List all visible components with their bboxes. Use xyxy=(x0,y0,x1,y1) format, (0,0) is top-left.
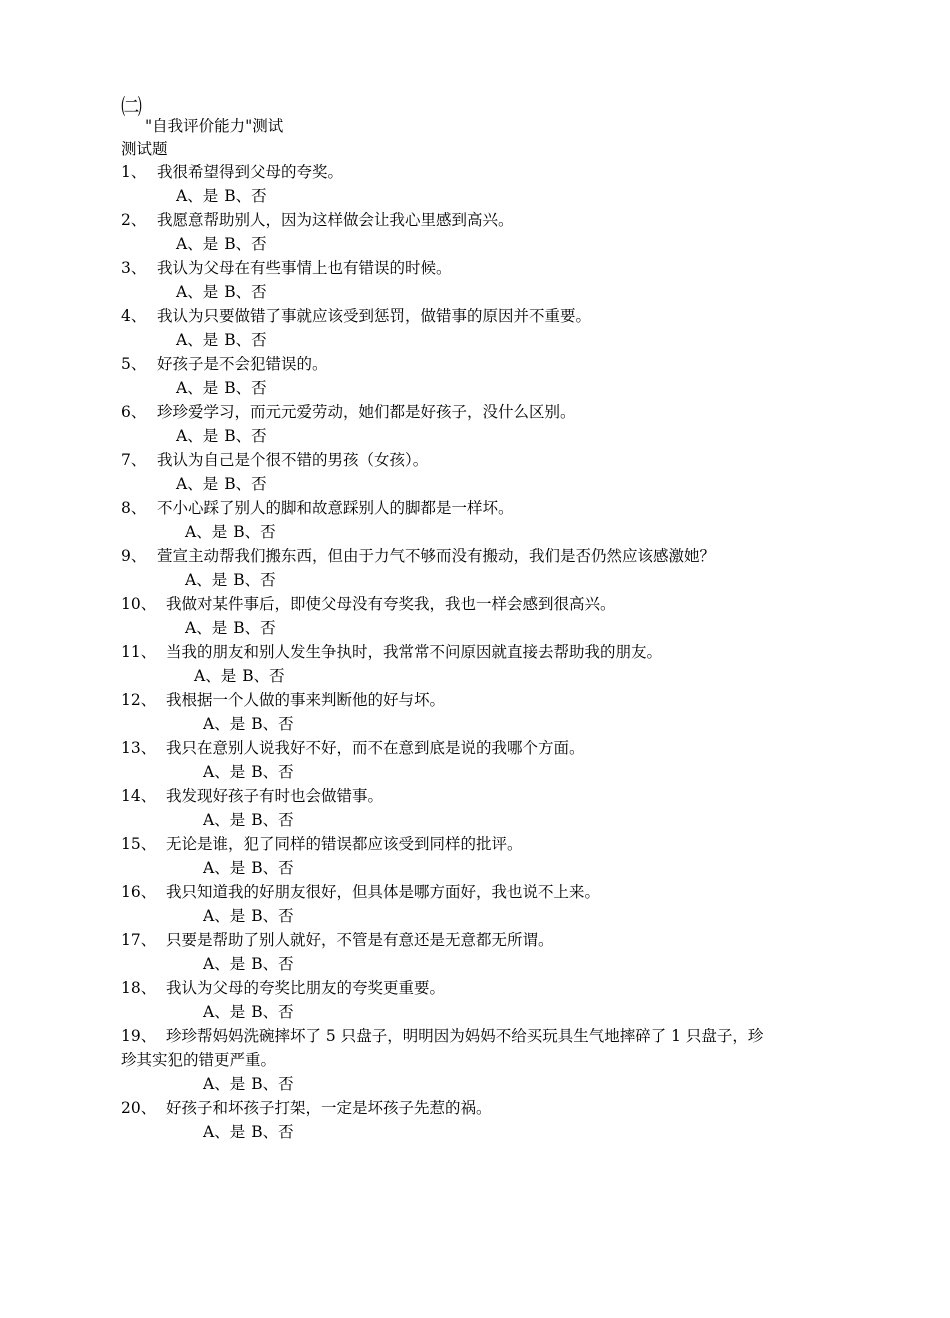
question-text: 我愿意帮助别人，因为这样做会让我心里感到高兴。 xyxy=(157,211,514,229)
section-title: "自我评价能力"测试 xyxy=(145,117,284,135)
option-a: A、是 xyxy=(176,427,219,445)
question-item xyxy=(121,832,861,880)
option-b: B、否 xyxy=(233,571,276,589)
question-number: 7、 xyxy=(121,451,147,469)
option-a: A、是 xyxy=(203,1075,246,1093)
question-number: 14、 xyxy=(121,787,157,805)
question-item xyxy=(121,880,861,928)
option-a: A、是 xyxy=(203,955,246,973)
option-a: A、是 xyxy=(176,235,219,253)
question-item xyxy=(121,976,861,1024)
question-text: 珍珍帮妈妈洗碗摔坏了 5 只盘子，明明因为妈妈不给买玩具生气地摔碎了 1 只盘子，珍 xyxy=(166,1027,764,1045)
question-number: 3、 xyxy=(121,259,147,277)
answer-options xyxy=(121,712,861,736)
question-text: 我只在意别人说我好不好，而不在意到底是说的我哪个方面。 xyxy=(166,739,585,757)
option-b: B、否 xyxy=(233,523,276,541)
option-b: B、否 xyxy=(251,859,294,877)
answer-options xyxy=(121,856,861,880)
question-number: 9、 xyxy=(121,547,147,565)
question-text: 我认为父母的夸奖比朋友的夸奖更重要。 xyxy=(166,979,446,997)
option-a: A、是 xyxy=(203,907,246,925)
question-text: 好孩子和坏孩子打架，一定是坏孩子先惹的祸。 xyxy=(166,1099,492,1117)
question-list xyxy=(121,160,861,1144)
option-b: B、否 xyxy=(224,235,267,253)
question-item xyxy=(121,736,861,784)
answer-options xyxy=(121,664,861,688)
question-number: 8、 xyxy=(121,499,147,517)
question-number: 16、 xyxy=(121,883,157,901)
option-b: B、否 xyxy=(224,379,267,397)
question-item xyxy=(121,448,861,496)
question-item xyxy=(121,160,861,208)
question-item xyxy=(121,688,861,736)
question-number: 2、 xyxy=(121,211,147,229)
option-a: A、是 xyxy=(203,1003,246,1021)
question-text: 无论是谁，犯了同样的错误都应该受到同样的批评。 xyxy=(166,835,523,853)
option-b: B、否 xyxy=(224,187,267,205)
option-b: B、否 xyxy=(224,475,267,493)
option-a: A、是 xyxy=(203,763,246,781)
option-a: A、是 xyxy=(176,283,219,301)
option-b: B、否 xyxy=(242,667,285,685)
question-text: 我认为父母在有些事情上也有错误的时候。 xyxy=(157,259,452,277)
question-number: 5、 xyxy=(121,355,147,373)
question-item xyxy=(121,544,861,592)
answer-options xyxy=(121,1120,861,1144)
option-b: B、否 xyxy=(251,955,294,973)
option-b: B、否 xyxy=(224,331,267,349)
question-text: 只要是帮助了别人就好，不管是有意还是无意都无所谓。 xyxy=(166,931,554,949)
answer-options xyxy=(121,184,861,208)
answer-options xyxy=(121,616,861,640)
option-b: B、否 xyxy=(224,283,267,301)
question-item xyxy=(121,208,861,256)
question-number: 11、 xyxy=(121,643,157,661)
question-item xyxy=(121,592,861,640)
answer-options xyxy=(121,568,861,592)
option-b: B、否 xyxy=(251,1003,294,1021)
option-a: A、是 xyxy=(194,667,237,685)
question-item xyxy=(121,352,861,400)
answer-options xyxy=(121,232,861,256)
option-a: A、是 xyxy=(176,187,219,205)
question-text: 我根据一个人做的事来判断他的好与坏。 xyxy=(166,691,446,709)
question-item xyxy=(121,400,861,448)
answer-options xyxy=(121,520,861,544)
option-b: B、否 xyxy=(251,763,294,781)
answer-options xyxy=(121,1072,861,1096)
answer-options xyxy=(121,760,861,784)
option-b: B、否 xyxy=(251,715,294,733)
question-number: 13、 xyxy=(121,739,157,757)
answer-options xyxy=(121,472,861,496)
option-b: B、否 xyxy=(251,811,294,829)
answer-options xyxy=(121,904,861,928)
question-item xyxy=(121,496,861,544)
question-text: 我认为只要做错了事就应该受到惩罚，做错事的原因并不重要。 xyxy=(157,307,592,325)
question-text: 不小心踩了别人的脚和故意踩别人的脚都是一样坏。 xyxy=(157,499,514,517)
answer-options xyxy=(121,376,861,400)
question-text: 我认为自己是个很不错的男孩（女孩）。 xyxy=(157,451,429,469)
option-a: A、是 xyxy=(203,811,246,829)
option-a: A、是 xyxy=(176,379,219,397)
question-text: 我做对某件事后，即使父母没有夸奖我，我也一样会感到很高兴。 xyxy=(166,595,616,613)
question-text: 我只知道我的好朋友很好，但具体是哪方面好，我也说不上来。 xyxy=(166,883,601,901)
answer-options xyxy=(121,1000,861,1024)
question-text: 我发现好孩子有时也会做错事。 xyxy=(166,787,384,805)
question-number: 1、 xyxy=(121,163,147,181)
question-number: 4、 xyxy=(121,307,147,325)
question-item xyxy=(121,784,861,832)
option-b: B、否 xyxy=(224,427,267,445)
question-item xyxy=(121,1096,861,1144)
answer-options xyxy=(121,280,861,304)
answer-options xyxy=(121,424,861,448)
option-a: A、是 xyxy=(203,859,246,877)
answer-options xyxy=(121,808,861,832)
section-heading xyxy=(121,95,284,138)
option-b: B、否 xyxy=(251,1075,294,1093)
option-a: A、是 xyxy=(176,475,219,493)
question-text: 萱宣主动帮我们搬东西，但由于力气不够而没有搬动，我们是否仍然应该感激她？ xyxy=(157,547,716,565)
question-text: 当我的朋友和别人发生争执时，我常常不问原因就直接去帮助我的朋友。 xyxy=(166,643,663,661)
answer-options xyxy=(121,952,861,976)
question-text: 好孩子是不会犯错误的。 xyxy=(157,355,328,373)
option-b: B、否 xyxy=(251,907,294,925)
question-item xyxy=(121,256,861,304)
question-number: 6、 xyxy=(121,403,147,421)
option-a: A、是 xyxy=(176,331,219,349)
question-text: 珍珍爱学习，而元元爱劳动，她们都是好孩子，没什么区别。 xyxy=(157,403,576,421)
question-number: 20、 xyxy=(121,1099,157,1117)
answer-options xyxy=(121,328,861,352)
question-number: 15、 xyxy=(121,835,157,853)
question-text: 我很希望得到父母的夸奖。 xyxy=(157,163,344,181)
subtitle: 测试题 xyxy=(121,140,168,158)
section-number: ㈡ xyxy=(121,95,142,119)
option-a: A、是 xyxy=(203,1123,246,1141)
question-item xyxy=(121,304,861,352)
question-item xyxy=(121,928,861,976)
option-b: B、否 xyxy=(251,1123,294,1141)
question-item xyxy=(121,640,861,688)
option-a: A、是 xyxy=(185,523,228,541)
question-item xyxy=(121,1024,861,1096)
question-number: 18、 xyxy=(121,979,157,997)
question-number: 19、 xyxy=(121,1027,157,1045)
question-text-continued: 珍其实犯的错更严重。 xyxy=(121,1051,277,1069)
question-number: 10、 xyxy=(121,595,157,613)
question-number: 17、 xyxy=(121,931,157,949)
option-a: A、是 xyxy=(185,571,228,589)
option-a: A、是 xyxy=(203,715,246,733)
question-number: 12、 xyxy=(121,691,157,709)
option-b: B、否 xyxy=(233,619,276,637)
option-a: A、是 xyxy=(185,619,228,637)
